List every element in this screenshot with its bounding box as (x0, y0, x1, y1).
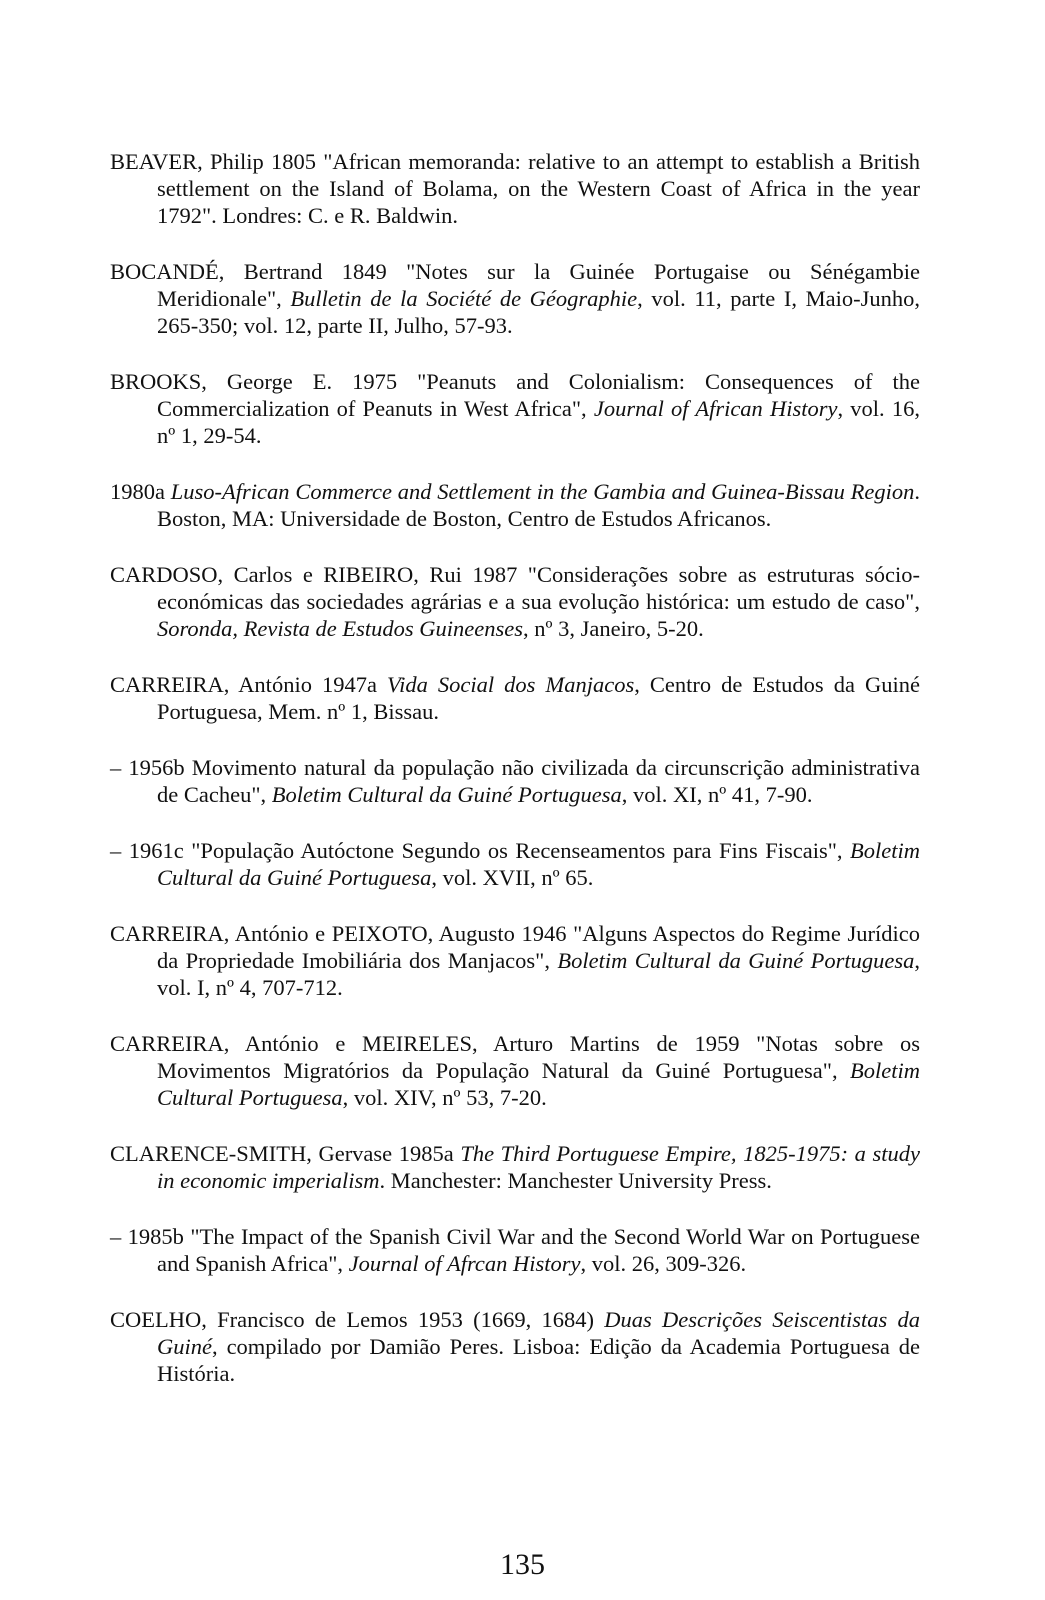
reference-title: Vida Social dos Manjacos (387, 672, 635, 697)
reference-title: Boletim Cultural Portuguesa (157, 1058, 920, 1110)
reference-details: . Boston, MA: Universidade de Boston, Centro de Estudos Africanos. (157, 479, 920, 531)
reference-details: , vol. 11, parte I, Maio-Junho, 265-350; vol. 12, parte II, Julho, 57-93. (157, 286, 920, 338)
reference-entry-clarence-smith-1985a (110, 1140, 920, 1194)
reference-title: Luso-African Commerce and Settlement in the Gambia and Guinea-Bissau Region (170, 479, 915, 504)
reference-title: Journal of Afrcan History (348, 1251, 581, 1276)
reference-text: CARDOSO, Carlos e RIBEIRO, Rui 1987 "Considerações sobre as estruturas sócio-económicas das sociedades agrárias e a sua evolução histórica: um estudo de caso", (110, 562, 920, 614)
bibliography-list (110, 148, 920, 1416)
reference-details: . Manchester: Manchester University Press. (379, 1168, 772, 1193)
reference-text: BOCANDÉ, Bertrand 1849 "Notes sur la Guinée Portugaise ou Sénégambie Meridionale", (110, 259, 920, 311)
reference-details: , vol. 26, 309-326. (580, 1251, 747, 1276)
reference-entry-carreira-peixoto (110, 920, 920, 1001)
reference-details: , nº 3, Janeiro, 5-20. (523, 616, 704, 641)
reference-text: 1980a (110, 479, 171, 504)
reference-entry-brooks-1980a (110, 478, 920, 532)
reference-text: BEAVER, Philip 1805 "African memoranda: relative to an attempt to establish a British settlement on the Island of Bolama, on the Western Coast of Africa in the year 1792". Londres: C. e R. Baldwin. (110, 149, 920, 228)
reference-entry-carreira-meireles (110, 1030, 920, 1111)
reference-details: , vol. 16, nº 1, 29-54. (157, 396, 920, 448)
reference-entry-beaver (110, 148, 920, 229)
reference-entry-carreira-1961c (110, 837, 920, 891)
reference-text: CARREIRA, António 1947a (110, 672, 388, 697)
reference-details: , vol. XIV, nº 53, 7-20. (342, 1085, 547, 1110)
reference-text: BROOKS, George E. 1975 "Peanuts and Colonialism: Consequences of the Commercialization of Peanuts in West Africa", (110, 369, 920, 421)
reference-title: Boletim Cultural da Guiné Portuguesa (157, 838, 920, 890)
reference-title: Bulletin de la Société de Géographie (290, 286, 638, 311)
reference-entry-coelho (110, 1306, 920, 1387)
reference-text: – 1961c "População Autóctone Segundo os Recenseamentos para Fins Fiscais", (110, 838, 851, 863)
reference-text: – 1985b "The Impact of the Spanish Civil War and the Second World War on Portuguese and Spanish Africa", (110, 1224, 920, 1276)
reference-text: – 1956b Movimento natural da população não civilizada da circunscrição administrativa de Cacheu", (110, 755, 920, 807)
reference-entry-cardoso (110, 561, 920, 642)
reference-entry-bocande (110, 258, 920, 339)
reference-title: Duas Descrições Seiscentistas da Guiné (157, 1307, 921, 1359)
reference-title: Boletim Cultural da Guiné Portuguesa (271, 782, 622, 807)
reference-entry-carreira-1956b (110, 754, 920, 808)
reference-title: Journal of African History (593, 396, 838, 421)
reference-title: Boletim Cultural da Guiné Portuguesa (557, 948, 915, 973)
reference-text: COELHO, Francisco de Lemos 1953 (1669, 1684) (110, 1307, 605, 1332)
reference-text: CARREIRA, António e MEIRELES, Arturo Martins de 1959 "Notas sobre os Movimentos Migratórios da População Natural da Guiné Portuguesa", (110, 1031, 920, 1083)
reference-details: , compilado por Damião Peres. Lisboa: Edição da Academia Portuguesa de História. (157, 1334, 920, 1386)
reference-title: Soronda, Revista de Estudos Guineenses (157, 616, 523, 641)
reference-details: , vol. I, nº 4, 707-712. (157, 948, 921, 1000)
reference-details: , vol. XVII, nº 65. (431, 865, 594, 890)
page-number: 135 (500, 1548, 545, 1581)
reference-title: The Third Portuguese Empire, 1825-1975: a study in economic imperialism (157, 1141, 920, 1193)
reference-details: , vol. XI, nº 41, 7-90. (621, 782, 813, 807)
reference-details: , Centro de Estudos da Guiné Portuguesa, Mem. nº 1, Bissau. (157, 672, 920, 724)
reference-entry-carreira-1947a (110, 671, 920, 725)
reference-entry-brooks-1975 (110, 368, 920, 449)
reference-entry-clarence-smith-1985b (110, 1223, 920, 1277)
reference-text: CLARENCE-SMITH, Gervase 1985a (110, 1141, 461, 1166)
reference-text: CARREIRA, António e PEIXOTO, Augusto 1946 "Alguns Aspectos do Regime Jurídico da Propriedade Imobiliária dos Manjacos", (110, 921, 920, 973)
